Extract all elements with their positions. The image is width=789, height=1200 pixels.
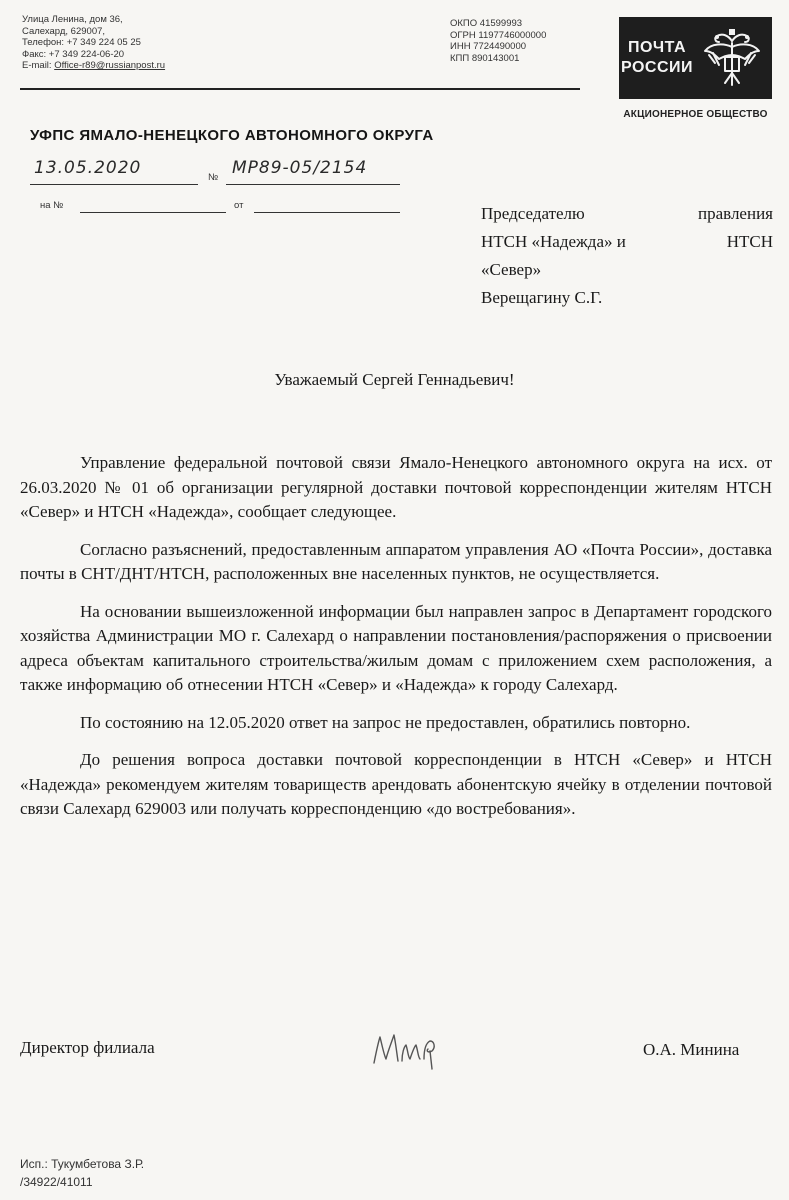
okpo-code: ОКПО 41599993 <box>450 18 523 29</box>
paragraph: Управление федеральной почтовой связи Ямало-Ненецкого автономного округа на исх. от 26.03.2020 № 01 об организации регулярной доставки почтовой корреспонденции жителям НТСН «Север» и НТСН «Надежда», сообщает следующее. <box>20 453 772 521</box>
logo-subtitle: АКЦИОНЕРНОЕ ОБЩЕСТВО <box>623 109 768 120</box>
greeting: Уважаемый Сергей Геннадьевич! <box>274 370 515 389</box>
outgoing-number: МР89-05/2154 <box>232 158 368 178</box>
date-underline <box>30 184 198 185</box>
addressee-org-3: «Север» <box>481 260 542 279</box>
email-line <box>22 60 262 72</box>
email-link[interactable]: Office-r89@russianpost.ru <box>54 60 166 71</box>
city-line: Салехард, 629007, <box>22 25 106 37</box>
ref-date-label: от <box>234 200 244 211</box>
executor-name: Исп.: Тукумбетова З.Р. <box>20 1157 145 1171</box>
logo-wordmark <box>619 17 695 99</box>
paragraph: Согласно разъяснений, предоставленным аппаратом управления АО «Почта России», доставка почты в СНТ/ДНТ/НТСН, расположенных вне населенных пунктов, не осуществляется. <box>20 539 772 583</box>
paragraph: По состоянию на 12.05.2020 ответ на запрос не предоставлен, обратились повторно. <box>80 712 691 732</box>
outgoing-date: 13.05.2020 <box>34 158 142 178</box>
ref-number-label: на № <box>40 200 64 211</box>
inn-code: ИНН 7724490000 <box>450 41 527 52</box>
addressee-position: Председателю <box>481 204 585 223</box>
kpp-code: КПП 890143001 <box>450 52 520 64</box>
addressee-org-1: НТСН «Надежда» и <box>481 232 626 251</box>
addressee-name: Верещагину С.Г. <box>481 288 603 307</box>
number-sign-label: № <box>208 172 219 183</box>
sender-contacts <box>22 14 262 72</box>
ogrn-code: ОГРН 1197746000000 <box>450 29 547 41</box>
address-line: Улица Ленина, дом 36, <box>22 14 123 25</box>
signatory-name: О.А. Минина <box>643 1040 740 1059</box>
signatory-position: Директор филиала <box>20 1038 155 1057</box>
double-headed-eagle-icon <box>697 23 767 93</box>
executor-info <box>20 1155 144 1191</box>
paragraph: До решения вопроса доставки почтовой корреспонденции в НТСН «Север» и НТСН «Надежда» рекомендуем жителям товариществ арендовать абонентскую ячейку в отделении почтовой связи Салехард 629003 или получать корреспонденцию «до востребования». <box>20 750 772 818</box>
fax-line: Факс: +7 349 224-06-20 <box>22 48 125 60</box>
number-underline <box>226 184 400 185</box>
addressee-block <box>481 200 773 312</box>
ref-date-underline <box>254 212 400 213</box>
logo-word-rossii: РОССИИ <box>620 59 693 76</box>
header-divider <box>20 88 580 90</box>
logo-word-pochta: ПОЧТА <box>627 39 686 56</box>
paragraph: На основании вышеизложенной информации был направлен запрос в Департамент городского хозяйства Администрации МО г. Салехард о направлении постановления/распоряжения о присвоении адреса объектам капитального строительства/жилым домам с приложением схем расположения, а также информацию об отнесении НТСН «Север» и «Надежда» к городу Салехард. <box>20 601 772 694</box>
phone-line: Телефон: +7 349 224 05 25 <box>22 37 141 48</box>
executor-phone: /34922/41011 <box>20 1175 93 1189</box>
addressee-org-2: НТСН <box>726 232 773 251</box>
letter-body <box>20 451 772 822</box>
organization-title: УФПС ЯМАЛО-НЕНЕЦКОГО АВТОНОМНОГО ОКРУГА <box>30 127 434 144</box>
email-label: E-mail: <box>22 60 52 71</box>
ref-number-underline <box>80 212 226 213</box>
handwritten-signature <box>366 1015 446 1075</box>
company-codes <box>450 18 600 64</box>
addressee-position-cont: правления <box>698 204 773 223</box>
